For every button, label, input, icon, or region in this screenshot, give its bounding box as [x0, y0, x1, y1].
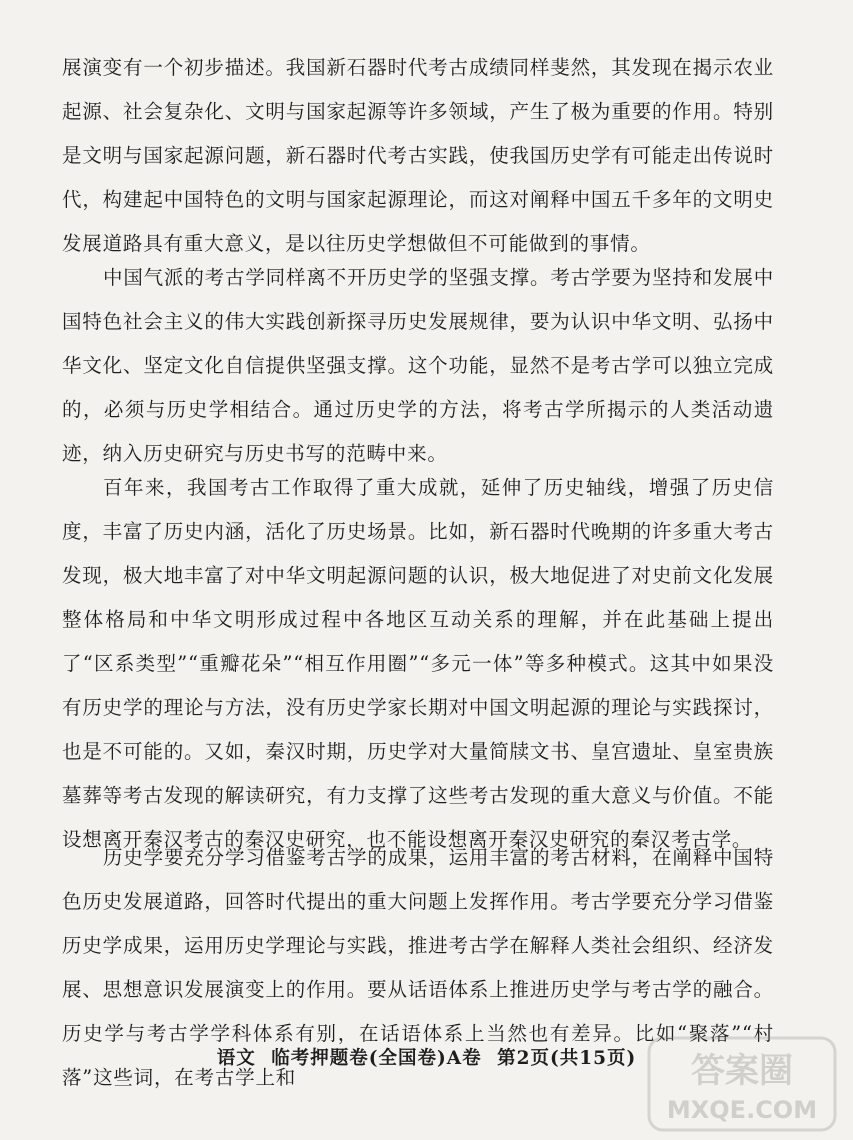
- footer-subject: 语文: [216, 1048, 256, 1069]
- paragraph-1: 展演变有一个初步描述。我国新石器时代考古成绩同样斐然，其发现在揭示农业起源、社会复杂化、文明与国家起源等许多领域，产生了极为重要的作用。特别是文明与国家起源问题，新石器时代考古实践，使我国历史学有可能走出传说时代，构建起中国特色的文明与国家起源理论，而这对阐释中国五千多年的文明史发展道路具有重大意义，是以往历史学想做但不可能做到的事情。: [62, 56, 774, 255]
- paragraph-2: 中国气派的考古学同样离不开历史学的坚强支撑。考古学要为坚持和发展中国特色社会主义的伟大实践创新探寻历史发展规律，要为认识中华文明、弘扬中华文化、坚定文化自信提供坚强支撑。这个功能，显然不是考古学可以独立完成的，必须与历史学相结合。通过历史学的方法，将考古学所揭示的人类活动遗迹，纳入历史研究与历史书写的范畴中来。: [62, 266, 774, 465]
- paragraph-3: 百年来，我国考古工作取得了重大成就，延伸了历史轴线，增强了历史信度，丰富了历史内涵，活化了历史场景。比如，新石器时代晚期的许多重大考古发现，极大地丰富了对中华文明起源问题的认识，极大地促进了对史前文化发展整体格局和中华文明形成过程中各地区互动关系的理解，并在此基础上提出了“区系类型”“重瓣花朵”“相互作用圈”“多元一体”等多种模式。这其中如果没有历史学的理论与方法，没有历史学家长期对中国文明起源的理论与实践探讨，也是不可能的。又如，秦汉时期，历史学对大量简牍文书、皇宫遗址、皇室贵族墓葬等考古发现的解读研究，有力支撑了这些考古发现的重大意义与价值。不能设想离开秦汉考古的秦汉史研究，也不能设想离开秦汉史研究的秦汉考古学。: [62, 476, 774, 851]
- footer-exam-title: 临考押题卷(全国卷)A卷: [271, 1048, 482, 1069]
- watermark-text-main: 答案圈: [691, 1051, 793, 1091]
- footer-page-number: 第2页(共15页): [497, 1048, 637, 1069]
- paragraph-4: 历史学要充分学习借鉴考古学的成果，运用丰富的考古材料，在阐释中国特色历史发展道路，回答时代提出的重大问题上发挥作用。考古学要充分学习借鉴历史学成果，运用历史学理论与实践，推进考古学在解释人类社会组织、经济发展、思想意识发展演变上的作用。要从话语体系上推进历史学与考古学的融合。历史学与考古学学科体系有别，在话语体系上当然也有差异。比如“聚落”“村落”这些词，在考古学上和: [62, 846, 774, 1089]
- watermark-text-url: MXQE.COM: [666, 1096, 818, 1124]
- watermark-logo: [647, 1036, 837, 1132]
